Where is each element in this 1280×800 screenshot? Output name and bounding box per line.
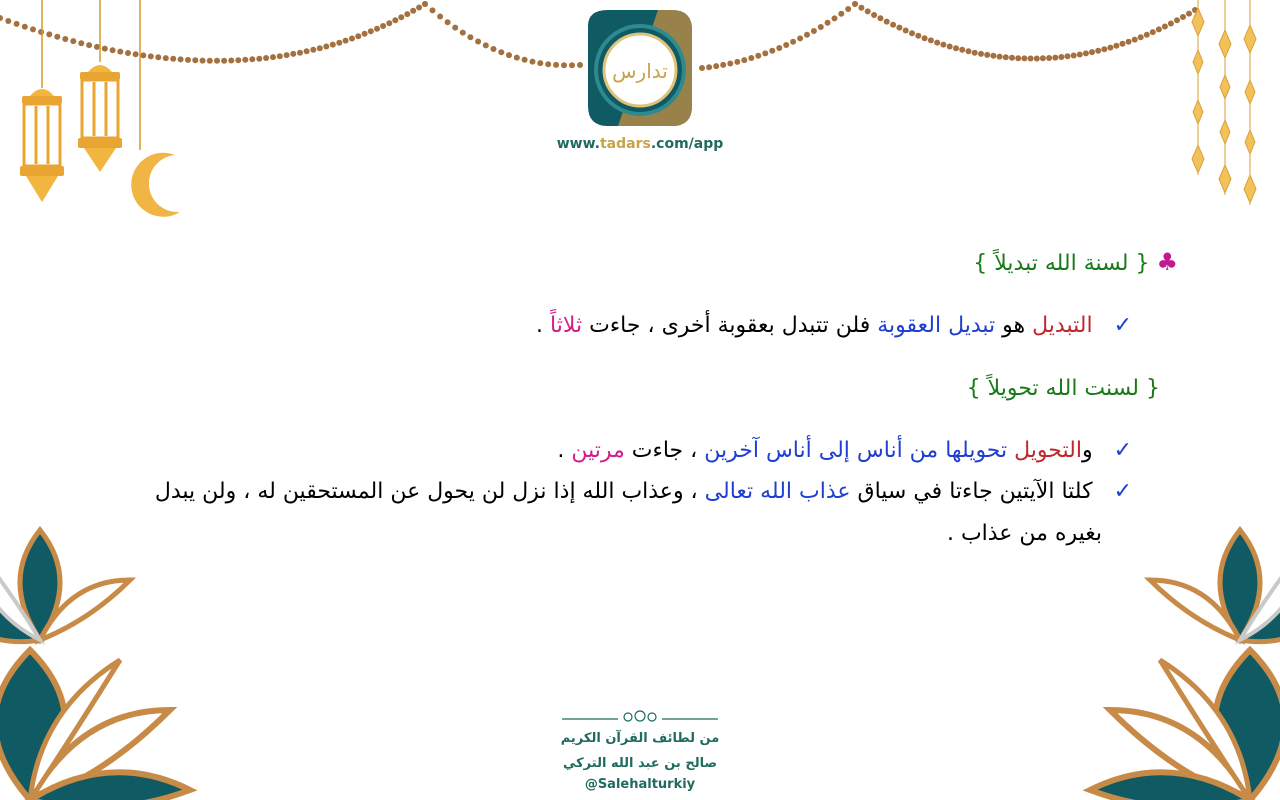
bead <box>249 56 255 62</box>
bead <box>498 49 504 55</box>
bead <box>1052 55 1058 61</box>
text-segment: ، جاءت <box>624 438 705 463</box>
bead <box>155 54 161 60</box>
bead <box>790 39 796 45</box>
bead <box>256 56 262 62</box>
bead <box>410 8 416 14</box>
bead <box>1003 54 1009 60</box>
bead <box>1040 55 1046 61</box>
bead <box>966 48 972 54</box>
bead <box>953 45 959 51</box>
bead-garland-icon <box>0 5 420 62</box>
bead <box>170 56 176 62</box>
bead <box>783 42 789 48</box>
list-item-tabdeel <box>536 313 1132 338</box>
bead <box>713 63 719 69</box>
bead <box>1058 54 1064 60</box>
app-url[interactable] <box>540 136 740 152</box>
text-segment: هو <box>995 313 1033 338</box>
bead <box>569 62 575 68</box>
bead <box>1065 53 1071 59</box>
bead <box>374 26 380 32</box>
bead <box>1132 37 1138 43</box>
heading-tabdeel <box>973 248 1178 276</box>
bead <box>928 37 934 43</box>
bead <box>14 21 20 27</box>
flower-ornament-icon <box>1090 530 1280 800</box>
bead <box>46 31 52 37</box>
bead <box>1180 14 1186 20</box>
bead <box>506 52 512 58</box>
bead <box>277 53 283 59</box>
url-domain: tadars <box>599 136 651 152</box>
bead <box>1077 52 1083 58</box>
logo-text: تدارس <box>612 59 668 83</box>
bead <box>865 8 871 14</box>
bead <box>1046 55 1052 61</box>
bead <box>70 38 76 44</box>
bead <box>163 55 169 61</box>
bead <box>1071 53 1077 59</box>
bead <box>430 7 436 13</box>
bead <box>178 56 184 62</box>
bead <box>553 62 559 68</box>
bead <box>192 57 198 63</box>
lantern-icon <box>78 0 122 172</box>
text-segment: بغيره من عذاب . <box>946 521 1102 546</box>
bead <box>1162 24 1168 30</box>
bead <box>416 5 422 11</box>
bead <box>1126 39 1132 45</box>
url-prefix: www. <box>556 136 600 152</box>
footer-author: صالح بن عبد الله التركي <box>562 756 718 771</box>
bead <box>1113 43 1119 49</box>
bead <box>207 58 213 64</box>
bead <box>200 58 206 64</box>
bead <box>422 1 428 7</box>
bead <box>997 54 1003 60</box>
bead <box>1095 48 1101 54</box>
bead <box>185 57 191 63</box>
bead <box>748 55 754 61</box>
bead <box>404 11 410 17</box>
word-tabdeel-uqooba: تبديل العقوبة <box>877 313 996 338</box>
list-item-tahweel <box>557 438 1132 463</box>
bead <box>467 34 473 40</box>
bead <box>978 51 984 57</box>
bead <box>972 50 978 56</box>
text-segment: فلن تتبدل بعقوبة أخرى ، جاءت <box>582 313 878 338</box>
bead <box>852 1 858 7</box>
bead <box>762 50 768 56</box>
heading-tahweel-text: { لسنت الله تحويلاً } <box>966 376 1160 401</box>
bead <box>990 53 996 59</box>
bead <box>1186 11 1192 17</box>
list-item-context-continuation <box>947 521 1102 546</box>
bead <box>323 44 329 50</box>
bead <box>386 20 392 26</box>
bead <box>858 5 864 11</box>
bead <box>940 42 946 48</box>
bead <box>437 14 443 20</box>
bead <box>304 48 310 54</box>
bead <box>755 53 761 59</box>
bead <box>903 28 909 34</box>
bead <box>514 55 520 61</box>
checkmark-icon: ✓ <box>1113 313 1132 338</box>
bead <box>727 61 733 67</box>
word-tahweel: التحويل <box>1014 438 1082 463</box>
footer-title: من لطائف القرآن الكريم <box>560 731 720 746</box>
bead <box>934 40 940 46</box>
word-tabdeel: التبديل <box>1032 313 1093 338</box>
bead <box>460 30 466 36</box>
bead <box>706 64 712 70</box>
bead <box>133 51 139 57</box>
text-segment: . <box>557 438 572 463</box>
bead <box>959 47 965 53</box>
footer-divider-icon <box>562 711 718 721</box>
bead <box>922 35 928 41</box>
bead <box>221 58 227 64</box>
bead <box>877 15 883 21</box>
bead <box>1150 29 1156 35</box>
bead <box>537 60 543 66</box>
bead <box>1107 45 1113 51</box>
club-bullet-icon: ♣ <box>1156 248 1178 276</box>
word-thalathan: ثلاثاً <box>550 313 583 338</box>
bead <box>884 19 890 25</box>
bead <box>1144 32 1150 38</box>
bead <box>125 50 131 56</box>
bead <box>561 62 567 68</box>
bead <box>1138 34 1144 40</box>
bead <box>1083 50 1089 56</box>
bead <box>368 28 374 34</box>
bead <box>117 49 123 55</box>
flower-ornament-icon <box>0 530 190 800</box>
bead <box>5 18 11 24</box>
bead <box>530 59 536 65</box>
bead <box>86 42 92 48</box>
bead <box>110 47 116 53</box>
bead <box>1089 49 1095 55</box>
phrase-adhab-allah: عذاب الله تعالى <box>704 479 851 504</box>
crescent-icon <box>131 0 180 217</box>
bead <box>38 29 44 35</box>
bead <box>475 39 481 45</box>
heading-tahweel <box>967 376 1160 401</box>
bead <box>355 33 361 39</box>
bead <box>94 44 100 50</box>
bead <box>30 26 36 32</box>
bead <box>984 52 990 58</box>
bead <box>545 61 551 67</box>
bead <box>330 42 336 48</box>
bead <box>270 54 276 60</box>
bead <box>62 36 68 42</box>
bead <box>804 32 810 38</box>
bead <box>1168 21 1174 27</box>
checkmark-icon: ✓ <box>1113 438 1132 463</box>
bead <box>741 57 747 63</box>
bead <box>838 11 844 17</box>
lantern-icon <box>20 0 64 202</box>
bead <box>317 45 323 51</box>
text-segment: كلتا الآيتين جاءتا في سياق <box>850 479 1093 504</box>
bead <box>811 28 817 34</box>
bead <box>343 38 349 44</box>
bead <box>445 19 451 25</box>
bead <box>720 62 726 68</box>
bead <box>336 40 342 46</box>
bead <box>818 24 824 30</box>
bead <box>22 24 28 30</box>
bead <box>349 36 355 42</box>
bead <box>263 55 269 61</box>
bead <box>235 57 241 63</box>
list-item-context <box>155 479 1132 504</box>
footer-handle[interactable]: @Salehalturkiy <box>584 777 696 792</box>
bead <box>797 35 803 41</box>
bead <box>1028 56 1034 62</box>
bead <box>1009 55 1015 61</box>
bead <box>915 33 921 39</box>
heading-tabdeel-text: { لسنة الله تبديلاً } <box>973 251 1150 276</box>
bead <box>1156 26 1162 32</box>
bead <box>522 57 528 63</box>
text-segment: و <box>1081 438 1093 463</box>
bead <box>1120 41 1126 47</box>
bead <box>871 12 877 18</box>
bead <box>776 45 782 51</box>
bead <box>452 25 458 31</box>
app-logo <box>578 6 702 130</box>
bead <box>242 57 248 63</box>
bead <box>890 22 896 28</box>
bead <box>947 44 953 50</box>
url-suffix: .com/app <box>650 136 724 152</box>
bead <box>54 34 60 40</box>
bead <box>483 42 489 48</box>
bead <box>1021 55 1027 61</box>
bead <box>896 25 902 31</box>
bead <box>297 50 303 56</box>
hanging-ornaments-icon <box>1192 0 1256 205</box>
bead <box>290 51 296 57</box>
word-marratain: مرتين <box>571 438 625 463</box>
bead <box>825 20 831 26</box>
bead <box>1101 46 1107 52</box>
bead <box>1174 17 1180 23</box>
bead <box>1015 55 1021 61</box>
bead <box>0 15 3 21</box>
bead <box>228 58 234 64</box>
bead <box>392 17 398 23</box>
bead <box>769 48 775 54</box>
bead <box>380 23 386 29</box>
text-segment: . <box>536 313 551 338</box>
bead <box>362 31 368 37</box>
bead <box>734 59 740 65</box>
logo-emblem-icon <box>578 6 702 130</box>
text-segment: ، وعذاب الله إذا نزل لن يحول عن المستحقين له ، ولن يبدل <box>154 479 705 504</box>
bead <box>148 53 154 59</box>
bead <box>909 30 915 36</box>
bead <box>491 46 497 52</box>
bead <box>845 6 851 12</box>
bead <box>102 46 108 52</box>
bead <box>214 58 220 64</box>
bead <box>284 52 290 58</box>
checkmark-icon: ✓ <box>1113 479 1132 504</box>
bead <box>832 15 838 21</box>
phrase-tahweel-meaning: تحويلها من أناس إلى أناس آخرين <box>704 438 1015 463</box>
bead <box>78 40 84 46</box>
bead <box>398 14 404 20</box>
bead <box>140 52 146 58</box>
bead <box>1034 56 1040 62</box>
bead <box>310 47 316 53</box>
